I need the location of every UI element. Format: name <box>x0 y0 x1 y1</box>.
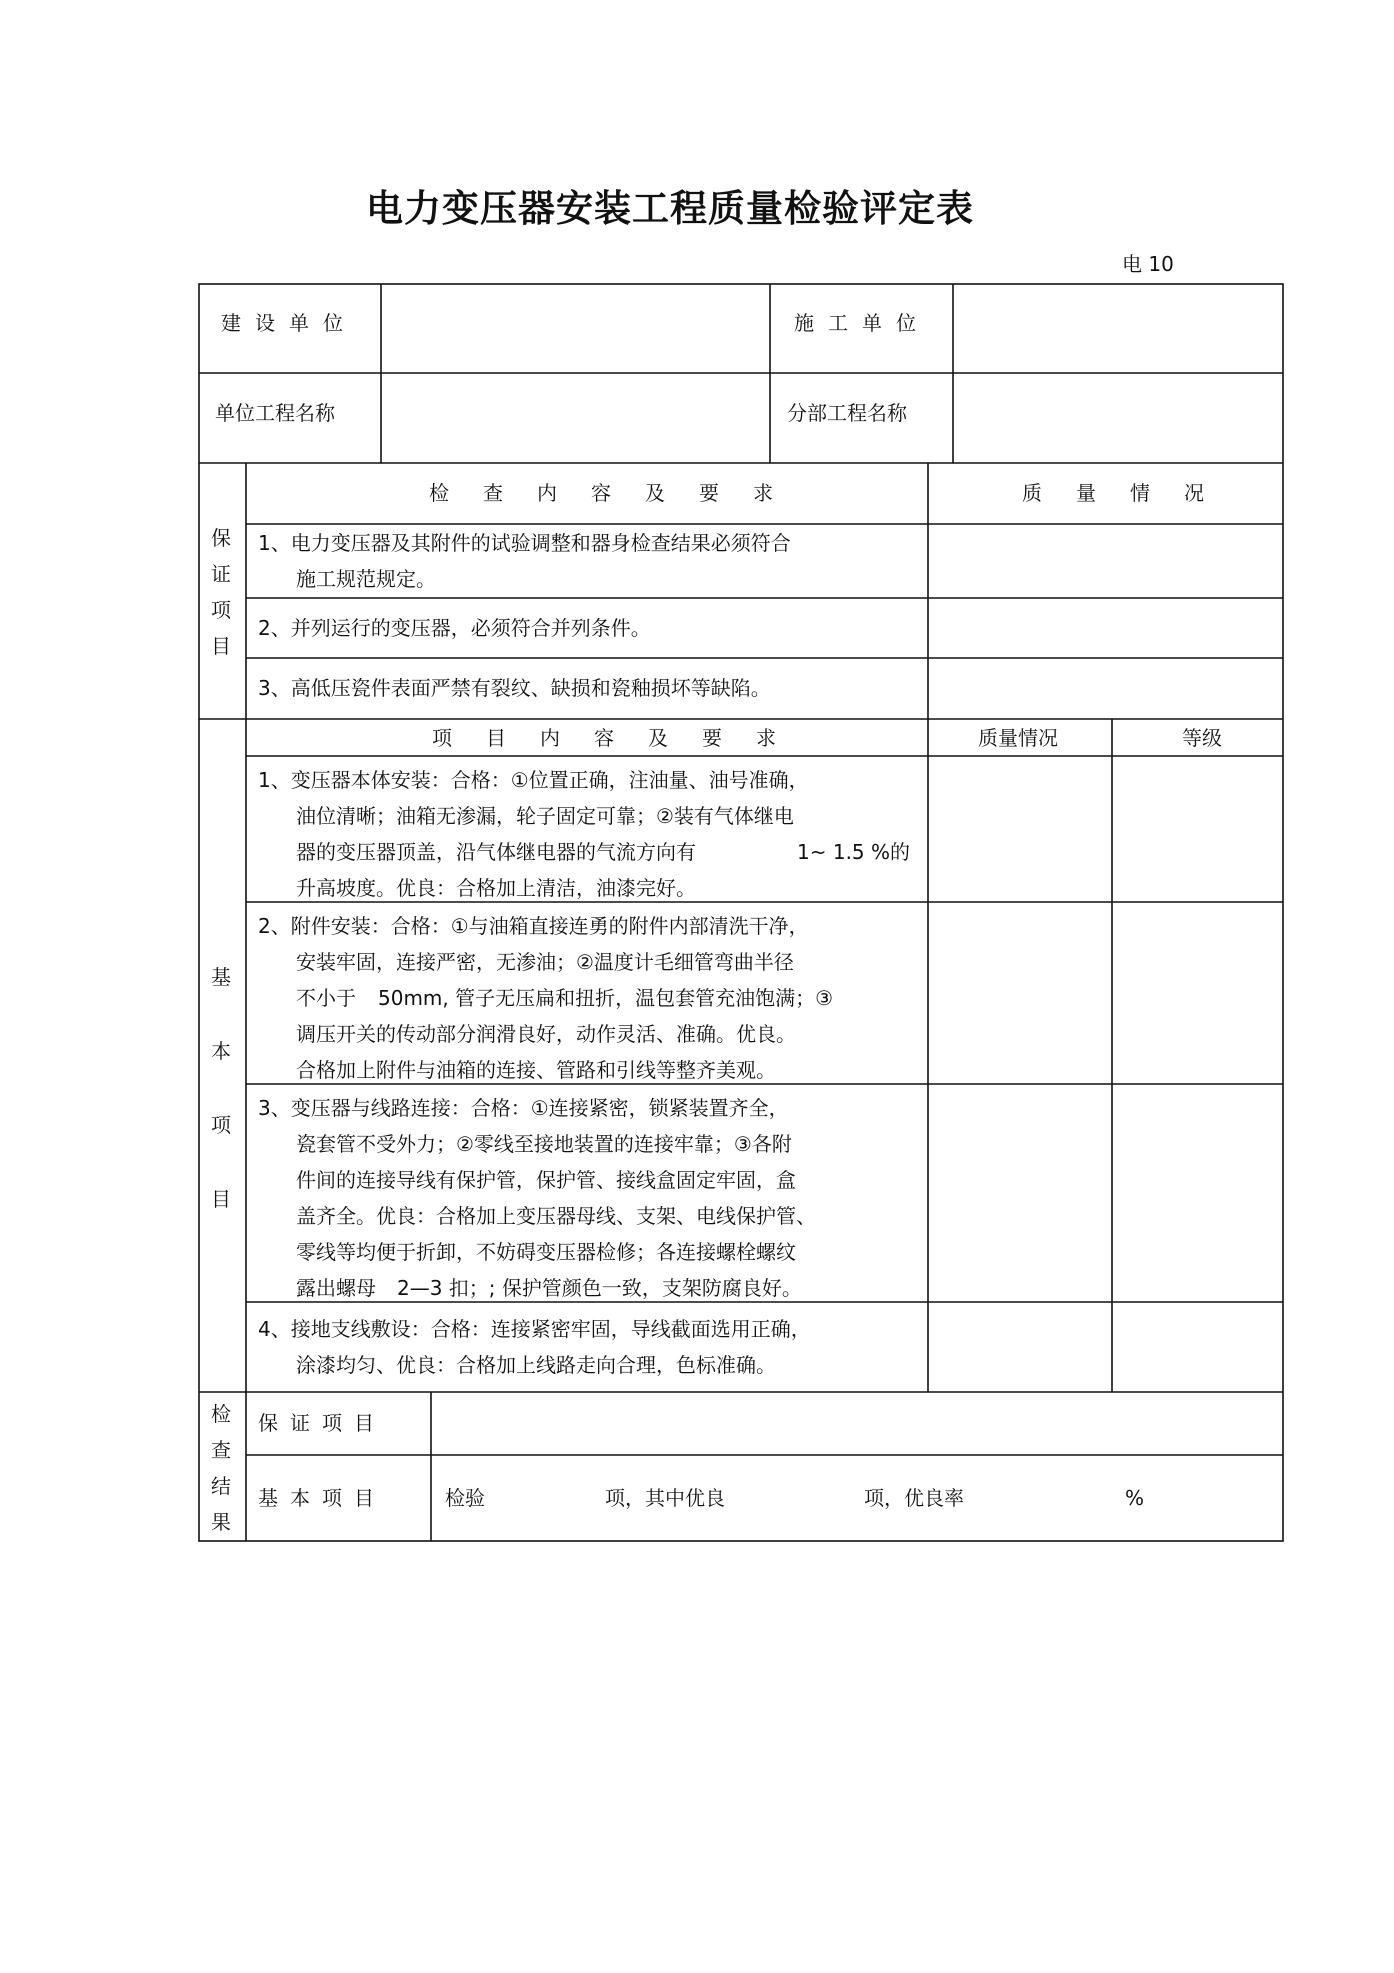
basic-item-4-line-1: 4、接地支线敷设：合格：连接紧密牢固，导线截面选用正确， <box>258 1317 811 1341</box>
basic-content-header: 项目内容及要求 <box>432 726 810 750</box>
guarantee-item-2: 2、并列运行的变压器，必须符合并列条件。 <box>258 616 651 640</box>
basic-item-2-line-2: 安装牢固，连接严密，无渗油；②温度计毛细管弯曲半径 <box>296 950 794 974</box>
basic-item-1-line-3: 器的变压器顶盖，沿气体继电器的气流方向有 <box>296 840 696 864</box>
basic-item-4-line-2: 涂漆均匀、优良：合格加上线路走向合理，色标准确。 <box>296 1353 776 1377</box>
builder-unit-label: 施工单位 <box>794 311 930 335</box>
basic-item-2-line-3: 不小于 <box>296 986 356 1010</box>
guarantee-quality-header: 质量情况 <box>1022 481 1238 505</box>
basic-item-3-line-5: 零线等均便于折卸，不妨碍变压器检修；各连接螺栓螺纹 <box>296 1240 796 1264</box>
basic-item-2-line-1: 2、附件安装：合格：①与油箱直接连勇的附件内部清洗干净， <box>258 914 809 938</box>
basic-item-3-line-6: 露出螺母 <box>296 1276 376 1300</box>
basic-item-3-line-1: 3、变压器与线路连接：合格：①连接紧密，锁紧装置齐全， <box>258 1096 789 1120</box>
result-of-which: 项，其中优良 <box>605 1486 725 1510</box>
basic-side-label: 基 本 项 目 <box>211 965 231 1211</box>
basic-item-1-slope: 1~ 1.5 %的 <box>797 840 911 864</box>
guarantee-item-1-line-2: 施工规范规定。 <box>296 567 436 591</box>
construction-unit-label: 建设单位 <box>221 311 357 335</box>
guarantee-content-header: 检查内容及要求 <box>429 481 807 505</box>
basic-grade-header: 等级 <box>1182 726 1222 750</box>
result-basic-label: 基本项目 <box>258 1486 386 1510</box>
form-code: 电 10 <box>1122 252 1174 276</box>
result-percent: % <box>1125 1486 1145 1510</box>
basic-item-3-thread: 2—3 扣；; 保护管颜色一致，支架防腐良好。 <box>397 1276 802 1300</box>
result-rate: 项，优良率 <box>864 1486 964 1510</box>
guarantee-item-3: 3、高低压瓷件表面严禁有裂纹、缺损和瓷釉损坏等缺陷。 <box>258 676 771 700</box>
basic-quality-header: 质量情况 <box>978 726 1058 750</box>
basic-item-1-line-1: 1、变压器本体安装：合格：①位置正确，注油量、油号准确， <box>258 768 809 792</box>
basic-item-3-line-4: 盖齐全。优良：合格加上变压器母线、支架、电线保护管、 <box>296 1204 816 1228</box>
basic-item-3-line-2: 瓷套管不受外力；②零线至接地装置的连接牢靠；③各附 <box>296 1132 792 1156</box>
basic-item-2-line-4: 调压开关的传动部分润滑良好，动作灵活、准确。优良。 <box>296 1022 796 1046</box>
unit-project-label: 单位工程名称 <box>215 401 335 425</box>
sub-project-label: 分部工程名称 <box>787 401 907 425</box>
guarantee-side-label: 保 证 项 目 <box>211 526 231 658</box>
page-title: 电力变压器安装工程质量检验评定表 <box>366 187 974 230</box>
guarantee-item-1-line-1: 1、电力变压器及其附件的试验调整和器身检查结果必须符合 <box>258 531 791 555</box>
basic-item-3-line-3: 件间的连接导线有保护管，保护管、接线盒固定牢固，盒 <box>296 1168 796 1192</box>
basic-item-2-line-5: 合格加上附件与油箱的连接、管路和引线等整齐美观。 <box>296 1058 776 1082</box>
result-inspect: 检验 <box>445 1486 485 1510</box>
basic-item-1-line-4: 升高坡度。优良：合格加上清洁，油漆完好。 <box>296 876 696 900</box>
result-side-label: 检 查 结 果 <box>211 1402 231 1534</box>
basic-item-1-line-2: 油位清晰；油箱无渗漏，轮子固定可靠；②装有气体继电 <box>296 804 794 828</box>
basic-item-2-bend: 50mm, 管子无压扁和扭折，温包套管充油饱满；③ <box>378 986 834 1010</box>
result-guarantee-label: 保证项目 <box>258 1411 386 1435</box>
